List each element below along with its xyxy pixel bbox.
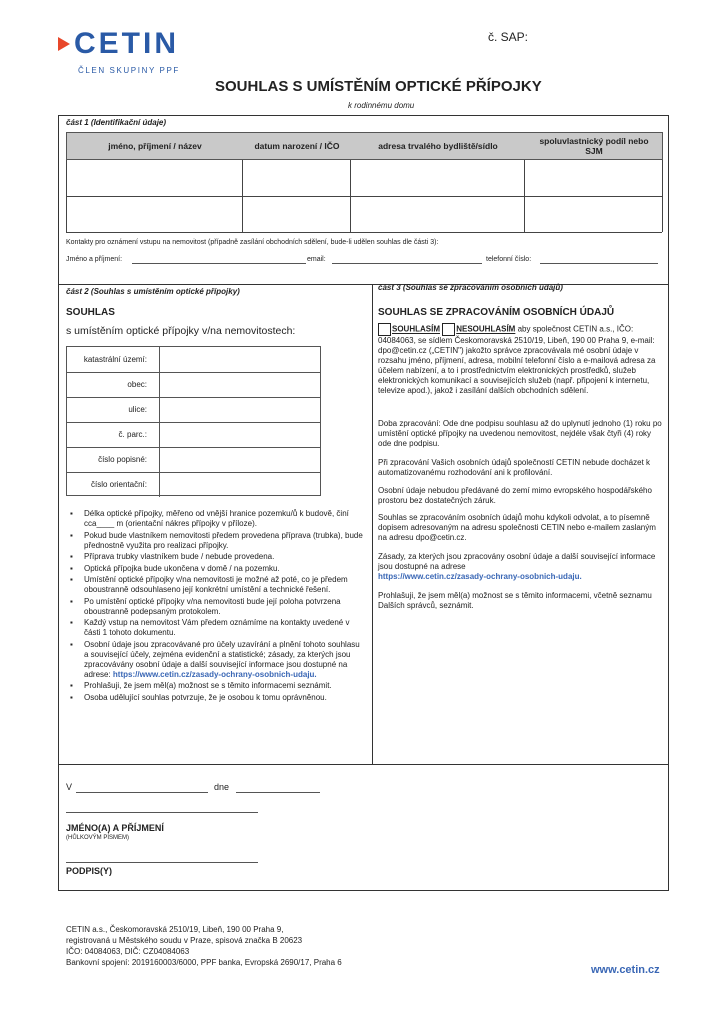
logo-triangle-icon: [58, 37, 70, 51]
consent-no-label: NESOUHLASÍM: [456, 324, 516, 334]
column-header-birthdate: datum narození / IČO: [254, 141, 340, 151]
property-label-street: ulice:: [128, 405, 147, 414]
no-profiling-note: Při zpracování Vašich osobních údajů společností CETIN nebude docházet k automatizovanému rozhodování ani k profilování.: [378, 458, 651, 477]
signature-date-label: dne: [214, 782, 230, 792]
footer-website-link[interactable]: www.cetin.cz: [591, 964, 660, 976]
contact-name-label: Jméno a příjmení:: [66, 256, 123, 263]
signature-place-label: V: [66, 782, 73, 792]
consent-yes-label: SOUHLASÍM: [392, 324, 440, 334]
signature-date-field[interactable]: [236, 792, 320, 793]
bullet-declaration: ▪ Prohlašuji, že jsem měl(a) možnost se s těmito informacemi seznámit.: [66, 681, 366, 691]
bullet-personal-data-text: Osobní údaje jsou zpracovávané pro účely uzavírání a plnění tohoto souhlasu a související účely, zejména evidenční a statistické; zásady, za kterých jsou zpracovávány osobní údaje a další související informace jsou dostupné na adrese:: [84, 639, 360, 679]
part2-bullet-list: [66, 509, 366, 704]
bullet-protocol: ▪ Po umístění optické přípojky v/na nemovitosti bude její poloha potvrzena oboustranně podepsaným protokolem.: [66, 597, 366, 617]
contact-email-label: email:: [307, 256, 326, 263]
consent-yes-checkbox[interactable]: [378, 323, 391, 336]
property-row-house-number[interactable]: [67, 447, 320, 473]
property-row-cadastral[interactable]: [67, 347, 320, 373]
consent-no-checkbox[interactable]: [442, 323, 455, 336]
footer-line-4: Bankovní spojení: 2019160003/6000, PPF banka, Evropská 2690/17, Praha 6: [66, 958, 342, 967]
part1-cell-name-2[interactable]: [66, 196, 242, 232]
contacts-note: Kontakty pro oznámení vstupu na nemovitost (případně zasílání obchodních sdělení, bude-li udělen souhlas dle části 3):: [66, 239, 439, 246]
property-label-orientation-number: číslo orientační:: [90, 480, 147, 489]
bullet-authorized: ▪ Osoba udělující souhlas potvrzuje, že je osobou k tomu oprávněnou.: [66, 693, 366, 703]
property-table: [66, 346, 321, 496]
part3-label: část 3 (Souhlas se zpracováním osobních údajů): [378, 283, 563, 292]
signature-label: PODPIS(Y): [66, 866, 113, 876]
part1-cell-share-1[interactable]: [524, 160, 662, 196]
part1-cell-address-1[interactable]: [350, 160, 524, 196]
part2-heading: SOUHLAS: [66, 307, 115, 318]
part1-cell-name-1[interactable]: [66, 160, 242, 196]
property-label-municipality: obec:: [127, 380, 147, 389]
column-header-share: spoluvlastnický podíl nebo SJM: [539, 136, 649, 156]
part1-label: část 1 (Identifikační údaje): [66, 118, 167, 127]
signature-place-field[interactable]: [76, 792, 208, 793]
principles-text: Zásady, za kterých jsou zpracovány osobní údaje a další související informace jsou dostupné na adrese: [378, 552, 656, 571]
sap-number-label: č. SAP:: [488, 30, 529, 44]
part1-cell-birthdate-1[interactable]: [242, 160, 350, 196]
bullet-pipe: ▪ Příprava trubky vlastníkem bude / nebude provedena.: [66, 552, 366, 562]
signature-name-hint: (HŮLKOVÝM PÍSMEM): [66, 835, 130, 841]
property-label-cadastral: katastrální území:: [83, 355, 147, 364]
column-header-address: adresa trvalého bydliště/sídlo: [378, 141, 498, 151]
property-row-orientation-number[interactable]: [67, 472, 320, 497]
withdrawal-note: Souhlas se zpracováním osobních údajů mohu kdykoli odvolat, a to písemně dopisem adresovaným na adresu společnosti CETIN nebo e-mailem zaslaným na adresu dpo@cetin.cz.: [378, 513, 656, 542]
part1-cell-address-2[interactable]: [350, 196, 524, 232]
contact-phone-field[interactable]: [540, 263, 658, 264]
part1-header-row: [66, 132, 663, 160]
document-title: SOUHLAS S UMÍSTĚNÍM OPTICKÉ PŘÍPOJKY: [215, 78, 542, 95]
logo-subtitle: ČLEN SKUPINY PPF: [78, 66, 180, 75]
consent-paragraph: [378, 323, 663, 396]
bullet-personal-data: [66, 640, 366, 680]
signature-field[interactable]: [66, 862, 258, 863]
part3-privacy-link[interactable]: https://www.cetin.cz/zasady-ochrany-osobnich-udaju.: [378, 572, 582, 581]
footer-line-2: registrovaná u Městského soudu v Praze, spisová značka B 20623: [66, 936, 303, 945]
no-transfer-note: Osobní údaje nebudou předávané do zemí mimo evropského hospodářského prostoru bez dostatečných záruk.: [378, 486, 652, 505]
bullet-termination: ▪ Optická přípojka bude ukončena v domě / na pozemku.: [66, 564, 366, 574]
property-row-street[interactable]: [67, 397, 320, 423]
processing-period: Doba zpracování: Ode dne podpisu souhlasu až do uplynutí jednoho (1) roku po umístění optické přípojky na uvedenou nemovitost, nejdéle však čtyři (4) roky ode dne podpisu.: [378, 419, 662, 448]
part2-intro: s umístěním optické přípojky v/na nemovitostech:: [66, 325, 296, 337]
consent-text: aby společnost CETIN a.s., IČO: 04084063, se sídlem Českomoravská 2510/19, Libeň, 190 00 Praha 9, e-mail: dpo@cetin.cz („CETIN") jakožto správce zpracovávala mé osobní údaje v rozsahu jméno, příjmení, adresa, mobilní telefonní číslo a e-mailová adresa za účelem nabízení, a to i prostřednictvím elektronických prostředků, služeb elektronických komunikací a souvisejících služeb (např. připojení k internetu, televize apod.), jakož i zasílání dalších obchodních sdělení.: [378, 324, 656, 395]
signature-name-field[interactable]: [66, 812, 258, 813]
document-subtitle: k rodinnému domu: [348, 101, 415, 110]
bullet-length: ▪ Délka optické přípojky, měřeno od vnější hranice pozemku/ů k budově, činí cca____ m (orientační nákres přípojky v příloze).: [66, 509, 366, 529]
property-label-parcel: č. parc.:: [118, 430, 147, 439]
part1-cell-birthdate-2[interactable]: [242, 196, 350, 232]
property-row-parcel[interactable]: [67, 422, 320, 448]
contact-name-field[interactable]: [132, 263, 306, 264]
property-label-house-number: číslo popisné:: [98, 455, 147, 464]
footer-line-3: IČO: 04084063, DIČ: CZ04084063: [66, 947, 190, 956]
contact-email-field[interactable]: [332, 263, 482, 264]
signature-name-label: JMÉNO(A) A PŘÍJMENÍ: [66, 823, 164, 833]
bullet-placement: ▪ Umístění optické přípojky v/na nemovitosti je možné až poté, co je předem oboustranně odsouhlaseno její konkrétní umístění a technické řešení.: [66, 575, 366, 595]
bullet-preparation: ▪ Pokud bude vlastníkem nemovitosti předem provedena příprava (trubka), bude přednostně využita pro realizaci přípojky.: [66, 531, 366, 551]
part1-cell-share-2[interactable]: [524, 196, 662, 232]
logo-wordmark: CETIN: [74, 27, 179, 60]
contact-phone-label: telefonní číslo:: [486, 256, 532, 263]
property-row-municipality[interactable]: [67, 372, 320, 398]
column-header-name: jméno, příjmení / název: [108, 141, 202, 151]
bullet-entry-notice: ▪ Každý vstup na nemovitost Vám předem oznámíme na kontakty uvedené v části 1 tohoto dokumentu.: [66, 618, 366, 638]
principles-note: [378, 552, 663, 582]
part3-declaration: Prohlašuji, že jsem měl(a) možnost se s těmito informacemi, včetně seznamu Dalších správců, seznámit.: [378, 591, 652, 610]
footer-line-1: CETIN a.s., Českomoravská 2510/19, Libeň, 190 00 Praha 9,: [66, 925, 284, 934]
privacy-policy-link[interactable]: https://www.cetin.cz/zasady-ochrany-osobnich-udaju.: [112, 669, 317, 679]
part3-heading: SOUHLAS SE ZPRACOVÁNÍM OSOBNÍCH ÚDAJŮ: [378, 307, 615, 318]
part2-label: část 2 (Souhlas s umístěním optické přípojky): [66, 287, 240, 296]
